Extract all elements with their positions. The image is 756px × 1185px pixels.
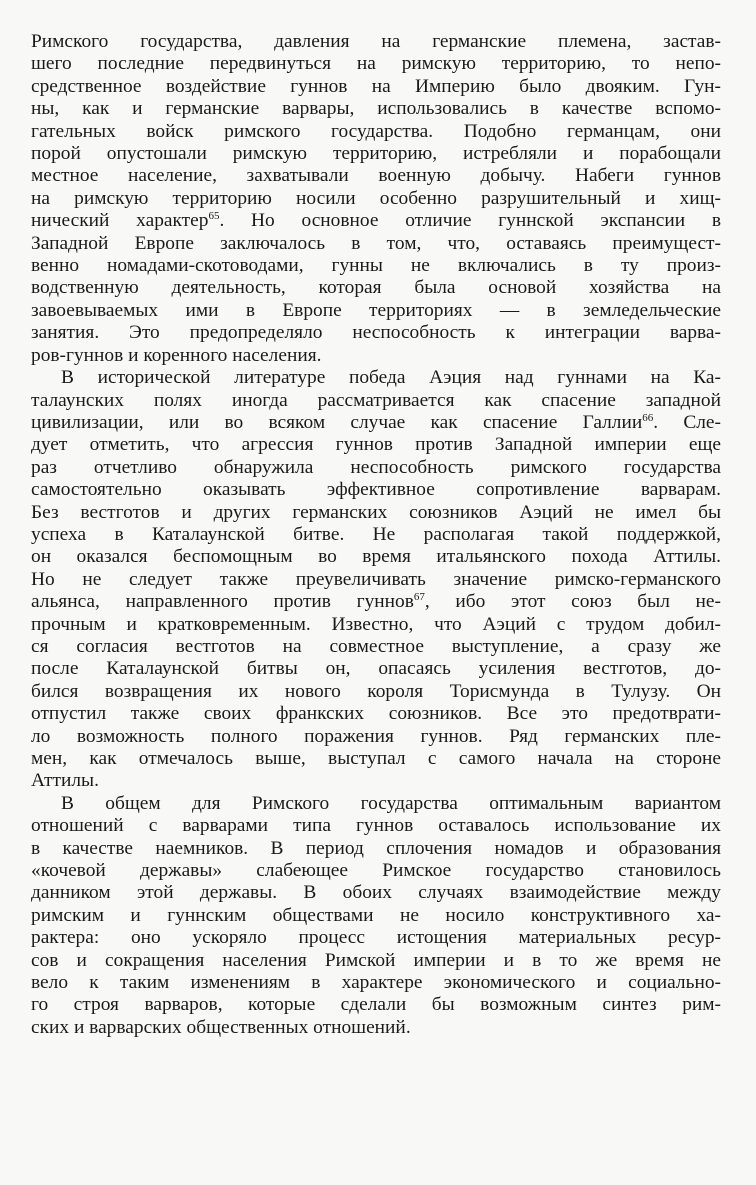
text-line: дует отметить, что агрессия гуннов против Западной империи еще xyxy=(31,434,721,456)
text-line: средственное воздействие гуннов на Империю было двояким. Гун- xyxy=(31,75,721,97)
text-line: водственную деятельность, которая была основой хозяйства на xyxy=(31,277,721,299)
text-line: ских и варварских общественных отношений. xyxy=(31,1016,411,1038)
text-line: завоевываемых ими в Европе территориях — в земледельческие xyxy=(31,299,721,321)
text-line: гательных войск римского государства. Подобно германцам, они xyxy=(31,120,721,142)
text-line: рактера: оно ускоряло процесс истощения материальных ресур- xyxy=(31,927,721,949)
text-line: прочным и кратковременным. Известно, что Аэций с трудом добил- xyxy=(31,613,721,635)
paragraph xyxy=(31,31,721,367)
text-line: «кочевой державы» слабеющее Римское государство становилось xyxy=(31,860,721,882)
text-line: В исторической литературе победа Аэция над гуннами на Ка- xyxy=(61,367,721,389)
text-line: вело к таким изменениям в характере экономического и социально- xyxy=(31,972,721,994)
text-line: сов и сокращения населения Римской империи и в то же время не xyxy=(31,949,721,971)
text-line: бился возвращения их нового короля Торисмунда в Тулузу. Он xyxy=(31,680,721,702)
text-line: ров-гуннов и коренного населения. xyxy=(31,344,322,366)
text-line: местное население, захватывали военную добычу. Набеги гуннов xyxy=(31,165,721,187)
text-line: альянса, направленного против гуннов$^{67}$, ибо этот союз был не- xyxy=(31,591,721,613)
text-line: Западной Европе заключалось в том, что, оставаясь преимущест- xyxy=(31,232,721,254)
footnote-marker: 66 xyxy=(642,411,654,424)
text-line: Аттилы. xyxy=(31,770,99,792)
text-line: шего последние передвинуться на римскую территорию, то непо- xyxy=(31,53,721,75)
text-line: ло возможность полного поражения гуннов. Ряд германских пле- xyxy=(31,725,721,747)
text-line: нический характер$^{65}$. Но основное отличие гуннской экспансии в xyxy=(31,210,721,232)
text-line: успеха в Каталаунской битве. Не располагая такой поддержкой, xyxy=(31,523,721,545)
text-line: го строя варваров, которые сделали бы возможным синтез рим- xyxy=(31,994,721,1016)
text-line: талаунских полях иногда рассматривается как спасение западной xyxy=(31,389,721,411)
text-line: ны, как и германские варвары, использовались в качестве вспомо- xyxy=(31,98,721,120)
text-line: ся согласия вестготов на совместное выступление, а сразу же xyxy=(31,635,721,657)
body-text xyxy=(31,31,721,1039)
text-line: занятия. Это предопределяло неспособность к интеграции варва- xyxy=(31,322,721,344)
paragraph xyxy=(31,367,721,793)
text-line: после Каталаунской битвы он, опасаясь усиления вестготов, до- xyxy=(31,658,721,680)
text-line: отношений с варварами типа гуннов оставалось использование их xyxy=(31,815,721,837)
text-line: Но не следует также преувеличивать значение римско-германского xyxy=(31,568,721,590)
text-line: порой опустошали римскую территорию, истребляли и порабощали xyxy=(31,143,721,165)
text-line: римским и гуннским обществами не носило конструктивного ха- xyxy=(31,904,721,926)
text-line: цивилизации, или во всяком случае как спасение Галлии$^{66}$. Сле- xyxy=(31,411,721,433)
footnote-marker: 65 xyxy=(208,210,220,223)
text-line: венно номадами-скотоводами, гунны не включались в ту произ- xyxy=(31,255,721,277)
text-line: В общем для Римского государства оптимальным вариантом xyxy=(61,792,721,814)
text-line: мен, как отмечалось выше, выступал с самого начала на стороне xyxy=(31,748,721,769)
text-line: отпустил также своих франкских союзников. Все это предотврати- xyxy=(31,703,721,725)
text-line: он оказался беспомощным во время итальянского похода Аттилы. xyxy=(31,546,721,568)
text-line: на римскую территорию носили особенно разрушительный и хищ- xyxy=(31,187,721,209)
text-line: Без вестготов и других германских союзников Аэций не имел бы xyxy=(31,501,721,523)
text-line: раз отчетливо обнаружила неспособность римского государства xyxy=(31,456,721,478)
text-line: данником этой державы. В обоих случаях взаимодействие между xyxy=(31,882,721,904)
paragraph xyxy=(31,793,721,1039)
footnote-marker: 67 xyxy=(413,591,425,604)
text-line: в качестве наемников. В период сплочения номадов и образования xyxy=(31,837,721,859)
text-line: самостоятельно оказывать эффективное сопротивление варварам. xyxy=(31,479,721,501)
text-line: Римского государства, давления на германские племена, застав- xyxy=(31,31,721,52)
